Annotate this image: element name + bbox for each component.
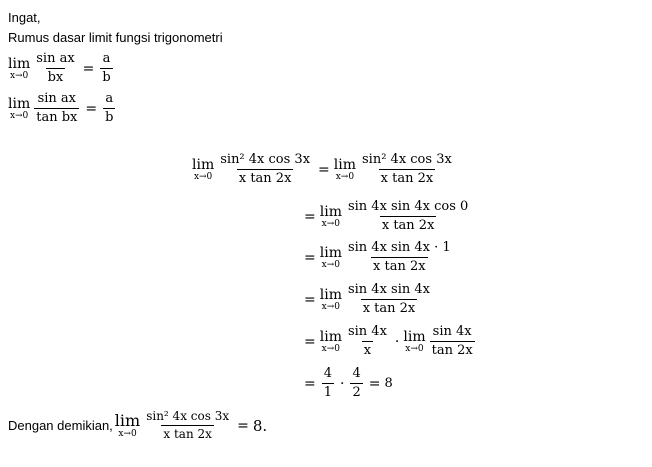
- fraction: $\frac{a}{b}$: [105, 91, 114, 125]
- step-6-result: 8: [384, 376, 393, 392]
- fraction: $\frac{\text{sin ax}}{\text{tan bx}}$: [36, 91, 78, 125]
- fraction: $\frac{4}{2}$: [352, 366, 361, 400]
- step-1: lim x→0 $\frac{\text{sin² 4x cos 3x}}{\text{x tan 2x}}$ = lim x→0 $\frac{\text{sin² 4x cos 3x}}{\text{x tan 2x}}$: [192, 152, 452, 186]
- step-5: = lim x→0 $\frac{\sin 4x}{x}$ · lim x→0 $\frac{\sin 4x}{\tan 2x}$: [304, 324, 473, 358]
- fraction: $\frac{\text{sin 4x sin 4x · 1}}{\text{x tan 2x}}$: [347, 240, 451, 274]
- limit-operator: lim x→0: [319, 244, 342, 270]
- limit-operator: lim x→0: [192, 156, 215, 182]
- limit-operator: lim x→0: [114, 410, 141, 439]
- limit-operator: lim x→0: [403, 328, 426, 354]
- fraction: $\frac{4}{1}$: [323, 366, 333, 400]
- fraction: $\frac{\sin 4x}{x}$: [347, 324, 387, 358]
- basic-formula-2: lim x→0 $\frac{\text{sin ax}}{\text{tan bx}}$ = $\frac{a}{b}$: [8, 91, 114, 125]
- formula-heading: Rumus dasar limit fungsi trigonometri: [8, 30, 223, 45]
- fraction: $\frac{\text{sin 4x sin 4x}}{\text{x tan 2x}}$: [347, 282, 430, 316]
- step-4: = lim x→0 $\frac{\text{sin 4x sin 4x}}{\text{x tan 2x}}$: [304, 282, 430, 316]
- limit-operator: lim x→0: [319, 328, 342, 354]
- basic-formula-1: lim x→0 $\frac{\text{sin ax}}{bx}$ = $\frac{a}{b}$: [8, 51, 111, 85]
- step-2: = lim x→0 $\frac{\text{sin 4x sin 4x cos 0}}{\text{x tan 2x}}$: [304, 199, 469, 233]
- conclusion-text: Dengan demikian,: [8, 418, 113, 434]
- limit-operator: lim x→0: [8, 95, 31, 121]
- fraction: $\frac{\text{sin² 4x cos 3x}}{\text{x tan 2x}}$: [220, 152, 311, 186]
- conclusion: Dengan demikian, lim x→0 $\frac{\text{sin² 4x cos 3x}}{\text{x tan 2x}}$ = 8.: [8, 409, 268, 441]
- limit-operator: lim x→0: [8, 55, 31, 81]
- fraction: $\frac{\sin 4x}{\tan 2x}$: [431, 324, 473, 358]
- fraction: $\frac{\text{sin² 4x cos 3x}}{\text{x tan 2x}}$: [146, 409, 230, 441]
- conclusion-result: 8.: [252, 416, 268, 435]
- limit-operator: lim x→0: [319, 286, 342, 312]
- fraction: $\frac{\text{sin ax}}{bx}$: [36, 51, 75, 85]
- fraction: $\frac{a}{b}$: [102, 51, 111, 85]
- step-3: = lim x→0 $\frac{\text{sin 4x sin 4x · 1}}{\text{x tan 2x}}$: [304, 240, 451, 274]
- fraction: $\frac{\text{sin² 4x cos 3x}}{\text{x tan 2x}}$: [362, 152, 452, 186]
- intro-text: Ingat,: [8, 10, 41, 25]
- limit-operator: lim x→0: [319, 203, 342, 229]
- fraction: $\frac{\text{sin 4x sin 4x cos 0}}{\text{x tan 2x}}$: [347, 199, 469, 233]
- limit-operator: lim x→0: [333, 156, 356, 182]
- step-6: = $\frac{4}{1}$ · $\frac{4}{2}$ = 8: [304, 366, 393, 400]
